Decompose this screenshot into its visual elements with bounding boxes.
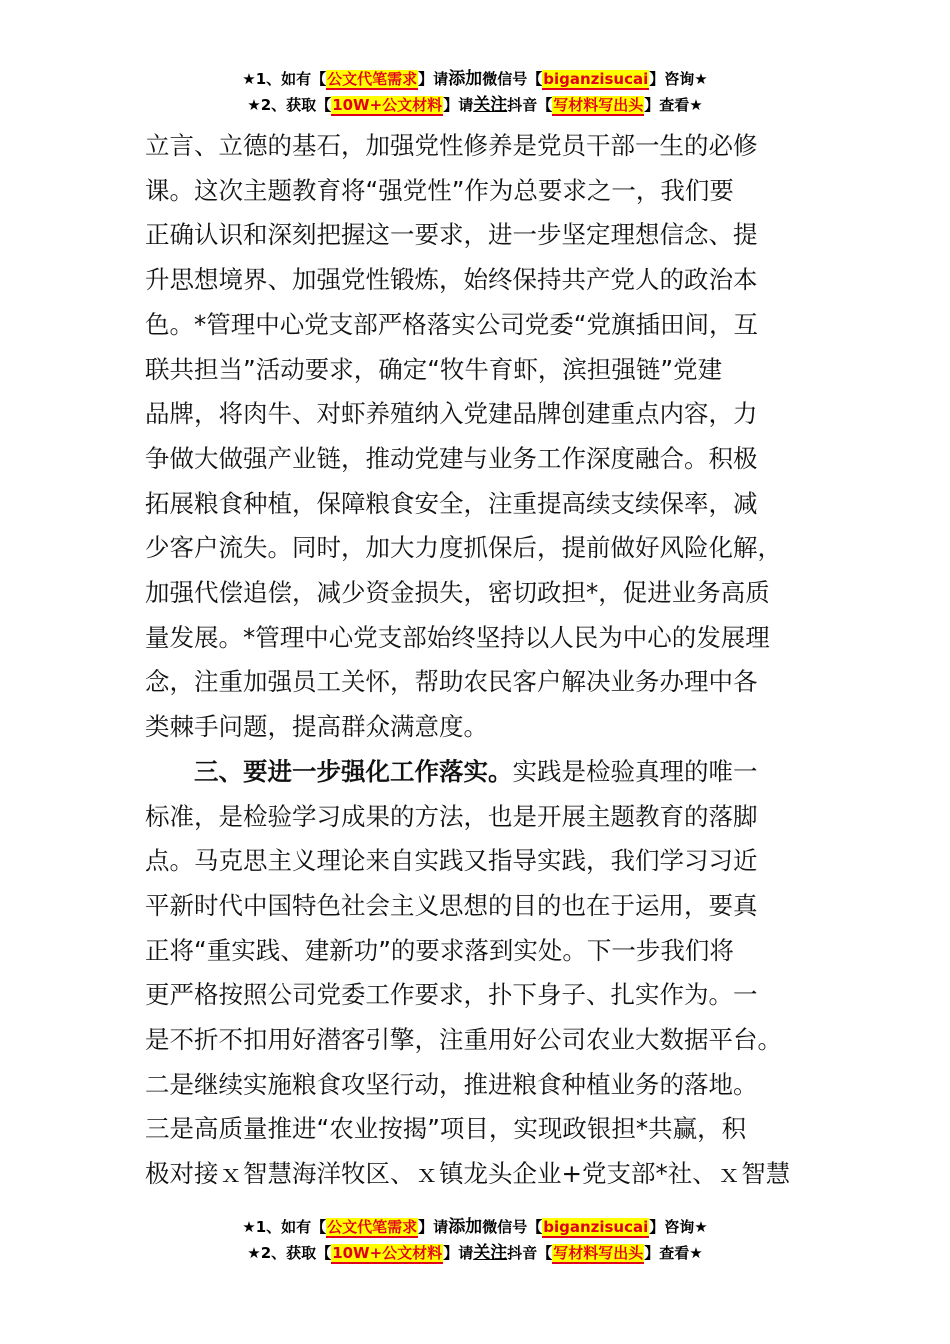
text-line: 正确认识和深刻把握这一要求，进一步坚定理想信念、提 — [145, 220, 758, 250]
document-body — [145, 124, 810, 1197]
highlight-materials: 10W+公文材料 — [332, 96, 443, 114]
highlight-materials: 10W+公文材料 — [332, 1244, 443, 1262]
text-line: 平新时代中国特色社会主义思想的目的也在于运用，要真 — [145, 890, 758, 920]
text-line: 是不折不扣用好潜客引擎，注重用好公司农业大数据平台。 — [145, 1025, 782, 1055]
text-line: 三、要进一步强化工作落实。实践是检验真理的唯一 — [194, 756, 758, 786]
text-line: 拓展粮食种植，保障粮食安全，注重提高续支续保率，减 — [145, 488, 758, 518]
text-line: 争做大做强产业链，推动党建与业务工作深度融合。积极 — [145, 443, 758, 473]
text-line: 正将“重实践、建新功”的要求落到实处。下一步我们将 — [145, 935, 734, 965]
text-line: 课。这次主题教育将“强党性”作为总要求之一，我们要 — [145, 175, 734, 205]
header-notice — [0, 66, 950, 118]
text-line: 更严格按照公司党委工作要求，扑下身子、扎实作为。一 — [145, 980, 758, 1010]
text-line: 标准，是检验学习成果的方法，也是开展主题教育的落脚 — [145, 801, 758, 831]
footer-notice — [0, 1214, 950, 1266]
text-line: 品牌，将肉牛、对虾养殖纳入党建品牌创建重点内容，力 — [145, 399, 758, 429]
text-line: 点。马克思主义理论来自实践又指导实践，我们学习习近 — [145, 846, 758, 876]
text-line: 色。*管理中心党支部严格落实公司党委“党旗插田间，互 — [145, 309, 758, 339]
footer-notice-line-2: ★2、获取【10W+公文材料】请关注抖音【写材料写出头】查看★ — [247, 1243, 703, 1263]
paragraph-2 — [145, 750, 810, 1197]
text-line: 升思想境界、加强党性锻炼，始终保持共产党人的政治本 — [145, 265, 758, 295]
highlight-wechat-id: biganzisucai — [543, 1218, 649, 1236]
text-line: 加强代偿追偿，减少资金损失，密切政担*，促进业务高质 — [145, 578, 770, 608]
footer-notice-line-1: ★1、如有【公文代笔需求】请添加微信号【biganzisucai】咨询★ — [242, 1217, 708, 1237]
header-notice-line-1: ★1、如有【公文代笔需求】请添加微信号【biganzisucai】咨询★ — [242, 69, 708, 89]
paragraph-1 — [145, 124, 810, 750]
highlight-wechat-id: biganzisucai — [543, 70, 649, 88]
text-line: 念，注重加强员工关怀，帮助农民客户解决业务办理中各 — [145, 667, 758, 697]
text-line: 量发展。*管理中心党支部始终坚持以人民为中心的发展理 — [145, 622, 770, 652]
text-line: 类棘手问题，提高群众满意度。 — [145, 712, 488, 742]
highlight-douyin: 写材料写出头 — [553, 1244, 644, 1262]
text-line: 三是高质量推进“农业按揭”项目，实现政银担*共赢，积 — [145, 1114, 747, 1144]
section-heading: 三、要进一步强化工作落实。 — [194, 756, 513, 786]
highlight-ghostwriting: 公文代笔需求 — [327, 1218, 418, 1236]
text-line: 极对接ｘ智慧海洋牧区、ｘ镇龙头企业+党支部*社、ｘ智慧 — [145, 1159, 791, 1189]
highlight-douyin: 写材料写出头 — [553, 96, 644, 114]
highlight-ghostwriting: 公文代笔需求 — [327, 70, 418, 88]
text-line: 立言、立德的基石，加强党性修养是党员干部一生的必修 — [145, 131, 758, 160]
text-line: 二是继续实施粮食攻坚行动，推进粮食种植业务的落地。 — [145, 1069, 758, 1099]
text-line: 联共担当”活动要求，确定“牧牛育虾，滨担强链”党建 — [145, 354, 723, 384]
header-notice-line-2: ★2、获取【10W+公文材料】请关注抖音【写材料写出头】查看★ — [247, 95, 703, 115]
text-line: 少客户流失。同时，加大力度抓保后，提前做好风险化解， — [145, 533, 782, 563]
